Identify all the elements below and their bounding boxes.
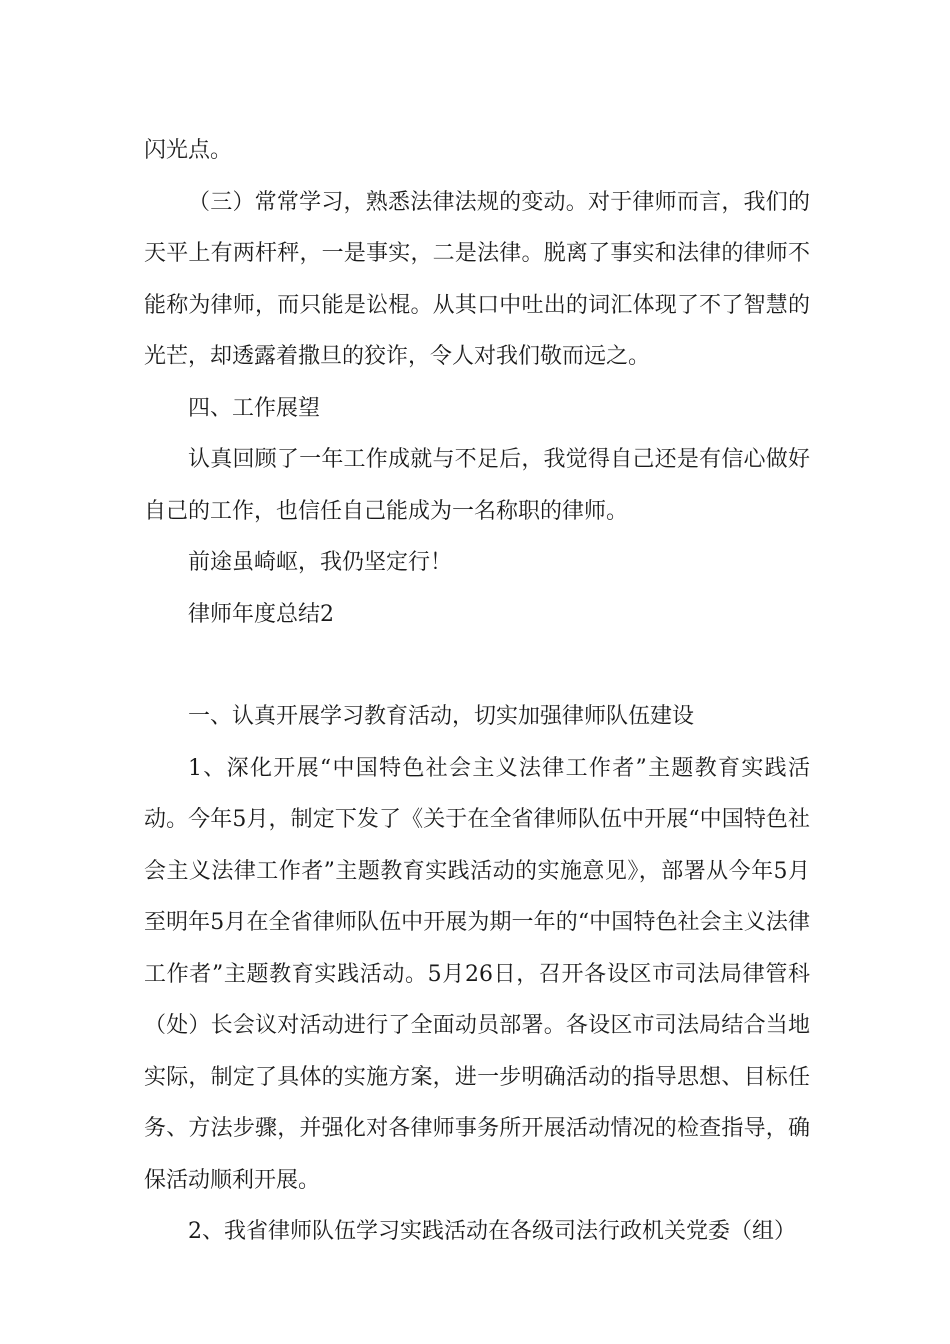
paragraph-item-1: 1、深化开展“中国特色社会主义法律工作者”主题教育实践活动。今年5月，制定下发了《关于在全省律师队伍中开展“中国特色社会主义法律工作者”主题教育实践活动的实施意见》，部署从今年5月至明年5月在全省律师队伍中开展为期一年的“中国特色社会主义法律工作者”主题教育实践活动。5月26日，召开各设区市司法局律管科（处）长会议对活动进行了全面动员部署。各设区市司法局结合当地实际，制定了具体的实施方案，进一步明确活动的指导思想、目标任务、方法步骤，并强化对各律师事务所开展活动情况的检查指导，确保活动顺利开展。 [144, 755, 810, 1193]
blank-line [144, 640, 810, 691]
document-body [144, 125, 810, 1258]
paragraph-continuation: 闪光点。 [144, 138, 233, 163]
paragraph-motto: 前途虽崎岖，我仍坚定行！ [188, 550, 453, 575]
paragraph-item-2: 2、我省律师队伍学习实践活动在各级司法行政机关党委（组） [188, 1219, 796, 1244]
section-heading-education: 一、认真开展学习教育活动，切实加强律师队伍建设 [188, 704, 695, 729]
section-heading-outlook: 四、工作展望 [188, 395, 321, 421]
paragraph-study-laws: （三）常常学习，熟悉法律法规的变动。对于律师而言，我们的天平上有两杆秤，一是事实，二是法律。脱离了事实和法律的律师不能称为律师，而只能是讼棍。从其口中吐出的词汇体现了不了智慧的光芒，却透露着撒旦的狡诈，令人对我们敬而远之。 [144, 189, 810, 369]
paragraph-outlook: 认真回顾了一年工作成就与不足后，我觉得自己还是有信心做好自己的工作，也信任自己能成为一名称职的律师。 [144, 447, 810, 524]
document-title-2: 律师年度总结2 [188, 601, 334, 627]
